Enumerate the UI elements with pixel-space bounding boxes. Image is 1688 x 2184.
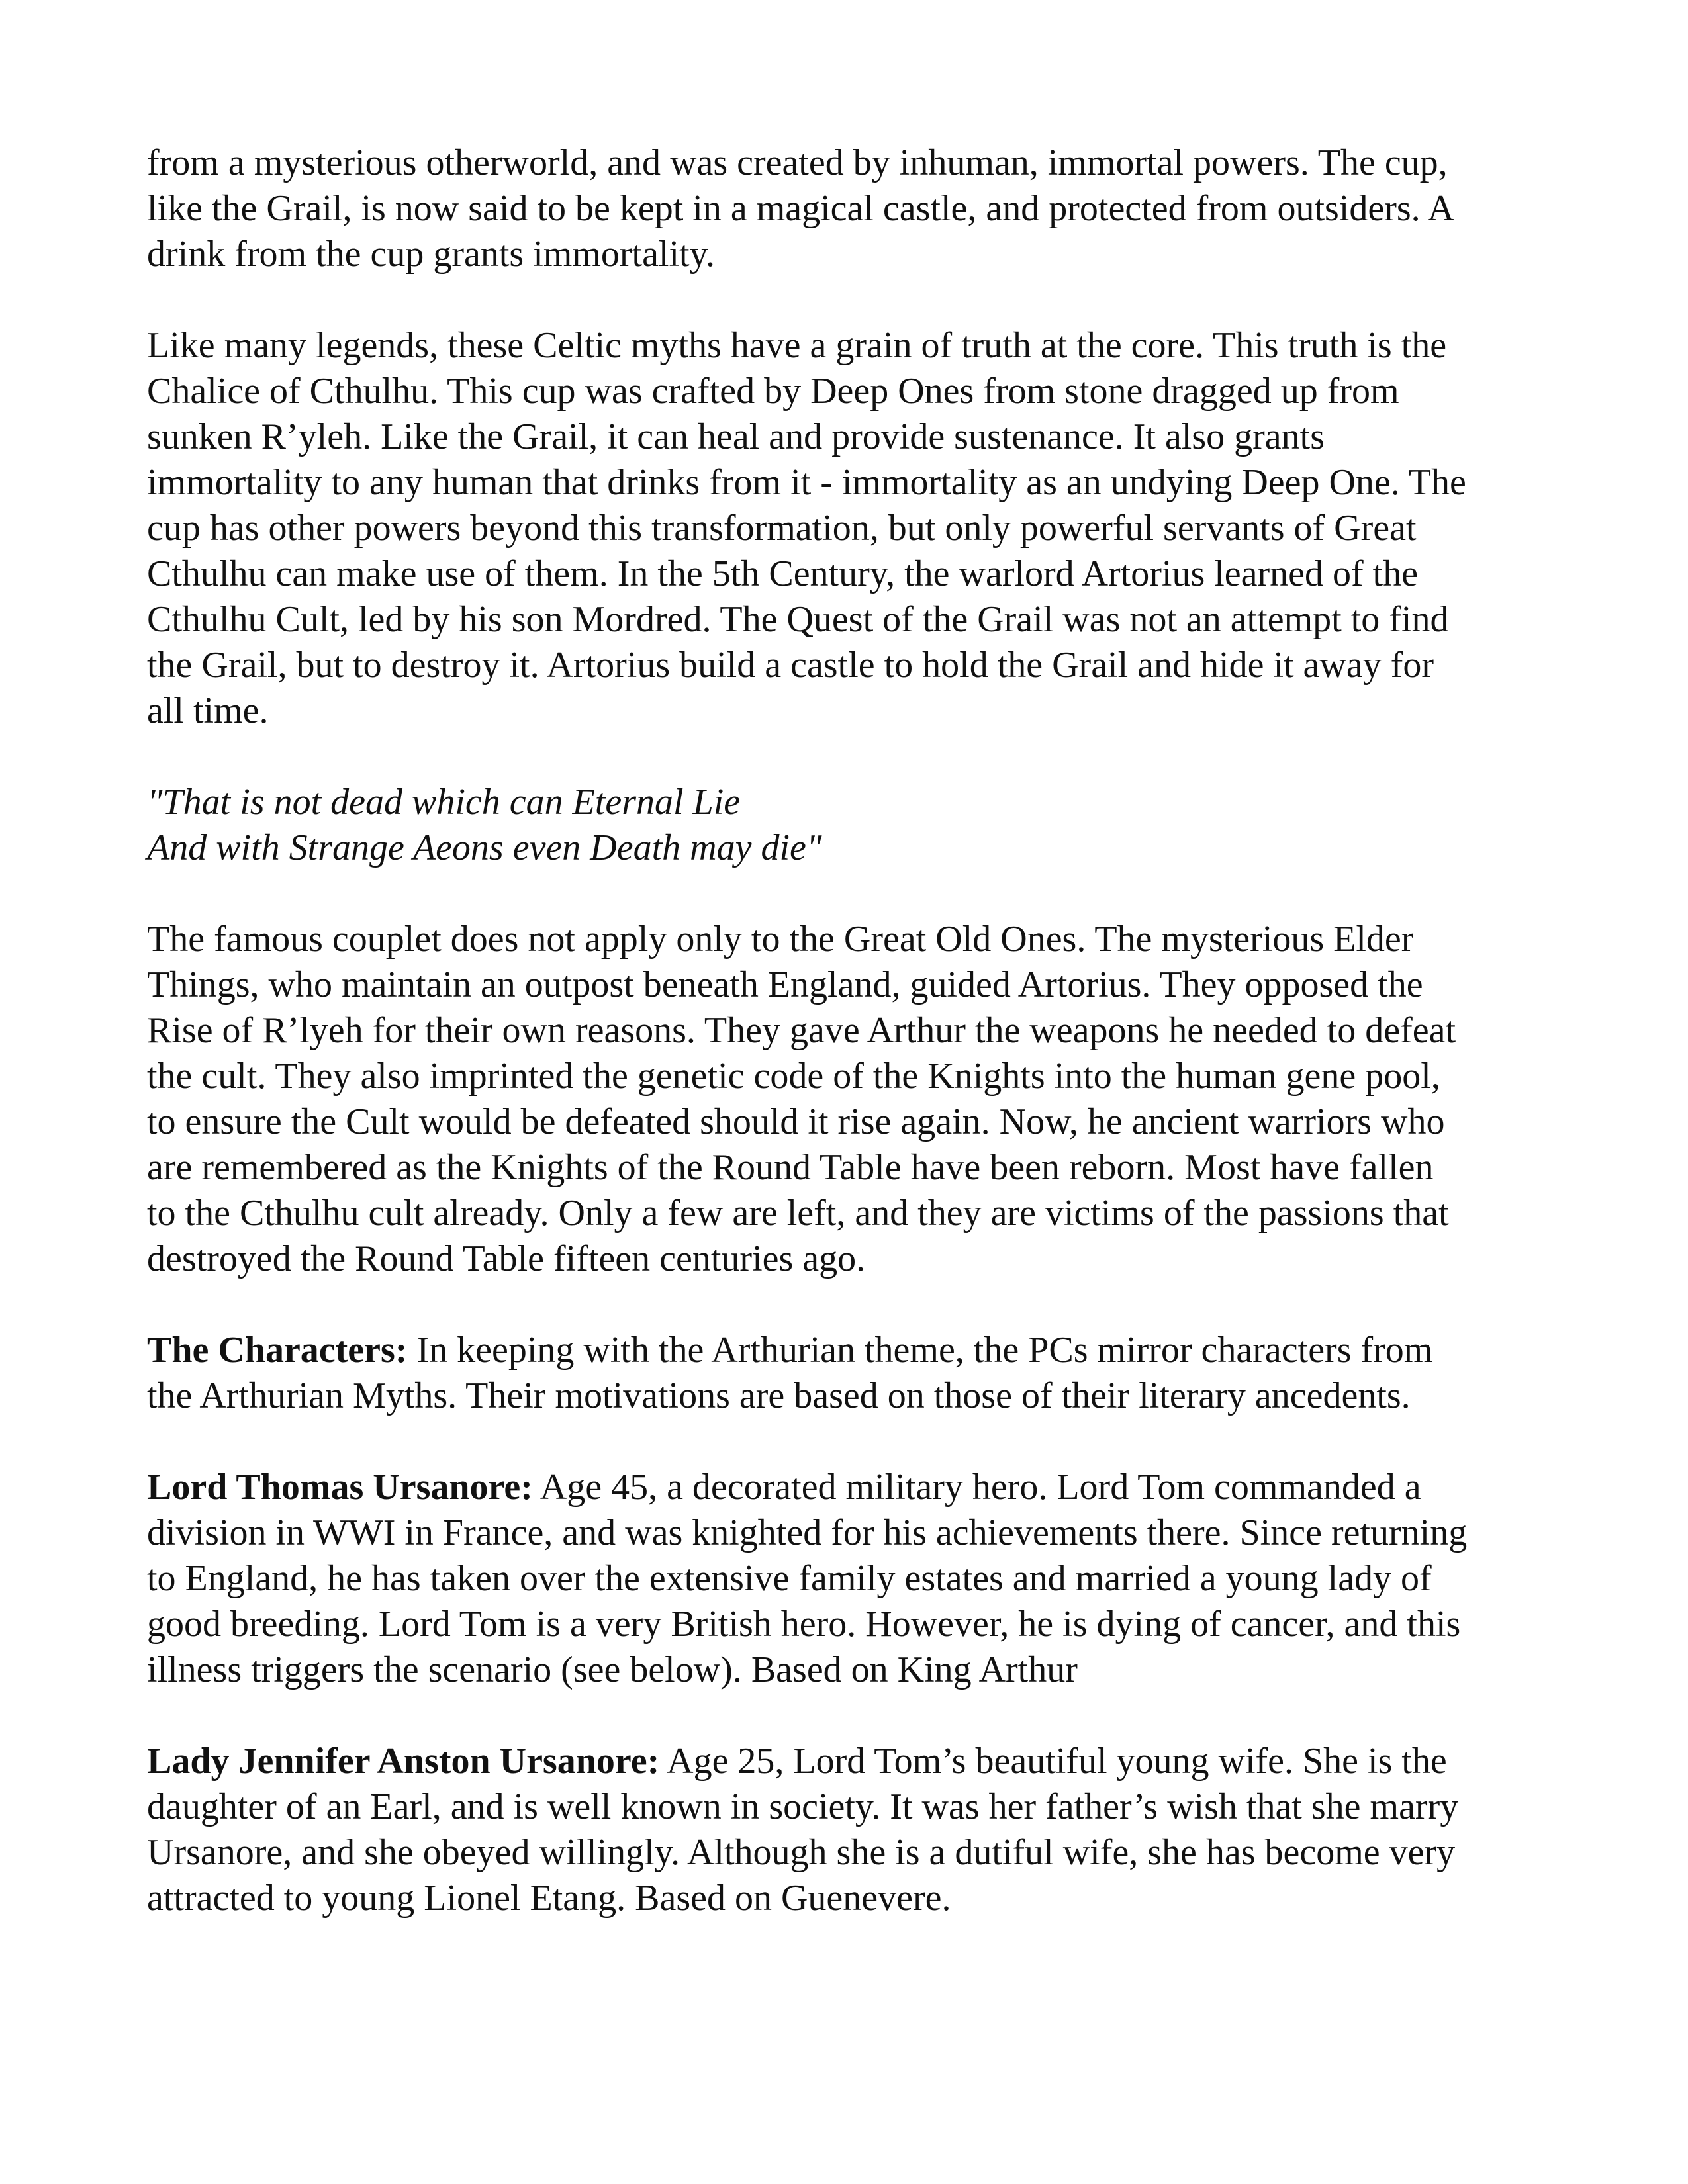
- document-page: [147, 140, 1537, 1967]
- text-line: Things, who maintain an outpost beneath England, guided Artorius. They opposed the: [147, 964, 1423, 1005]
- paragraph-lady-jennifer: [147, 1739, 1537, 1921]
- text-line: Like many legends, these Celtic myths have a grain of truth at the core. This truth is the: [147, 325, 1447, 366]
- text-line: The famous couplet does not apply only to the Great Old Ones. The mysterious Elder: [147, 919, 1414, 960]
- text-line: to ensure the Cult would be defeated should it rise again. Now, he ancient warriors who: [147, 1101, 1445, 1142]
- text-line: good breeding. Lord Tom is a very British hero. However, he is dying of cancer, and this: [147, 1604, 1461, 1645]
- text-line: from a mysterious otherworld, and was created by inhuman, immortal powers. The cup,: [147, 142, 1448, 183]
- text-line: the cult. They also imprinted the genetic code of the Knights into the human gene pool,: [147, 1056, 1440, 1097]
- text-line: drink from the cup grants immortality.: [147, 234, 715, 275]
- couplet-quote: [147, 780, 1537, 871]
- text-run: Age 25, Lord Tom’s beautiful young wife. She is the: [659, 1741, 1447, 1782]
- section-label: The Characters:: [147, 1330, 408, 1371]
- text-line: [147, 1328, 1537, 1373]
- text-run: In keeping with the Arthurian theme, the PCs mirror characters from: [407, 1330, 1433, 1371]
- text-line: to England, he has taken over the extensive family estates and married a young lady of: [147, 1558, 1432, 1599]
- text-line: Cthulhu can make use of them. In the 5th Century, the warlord Artorius learned of the: [147, 553, 1419, 594]
- text-line: sunken R’yleh. Like the Grail, it can heal and provide sustenance. It also grants: [147, 416, 1325, 457]
- text-line: to the Cthulhu cult already. Only a few are left, and they are victims of the passions that: [147, 1193, 1449, 1234]
- paragraph-lord-thomas: [147, 1465, 1537, 1693]
- text-line: [147, 1465, 1537, 1510]
- text-line: are remembered as the Knights of the Round Table have been reborn. Most have fallen: [147, 1147, 1434, 1188]
- quote-line: "That is not dead which can Eternal Lie: [147, 782, 741, 823]
- paragraph-elder-things: [147, 917, 1537, 1282]
- text-line: immortality to any human that drinks from it - immortality as an undying Deep One. The: [147, 462, 1466, 503]
- text-line: Ursanore, and she obeyed willingly. Although she is a dutiful wife, she has become very: [147, 1832, 1456, 1873]
- text-line: cup has other powers beyond this transformation, but only powerful servants of Great: [147, 508, 1417, 549]
- text-line: the Arthurian Myths. Their motivations are based on those of their literary ancedents.: [147, 1375, 1411, 1416]
- text-line: like the Grail, is now said to be kept in a magical castle, and protected from outsiders. A: [147, 188, 1455, 229]
- character-name: Lord Thomas Ursanore:: [147, 1467, 533, 1508]
- text-line: daughter of an Earl, and is well known in society. It was her father’s wish that she marry: [147, 1786, 1459, 1827]
- text-line: the Grail, but to destroy it. Artorius build a castle to hold the Grail and hide it away for: [147, 645, 1434, 686]
- text-line: division in WWI in France, and was knighted for his achievements there. Since returning: [147, 1512, 1468, 1553]
- text-line: attracted to young Lionel Etang. Based on Guenevere.: [147, 1878, 951, 1919]
- text-line: destroyed the Round Table fifteen centuries ago.: [147, 1238, 866, 1279]
- text-line: illness triggers the scenario (see below). Based on King Arthur: [147, 1649, 1078, 1690]
- text-line: Cthulhu Cult, led by his son Mordred. The Quest of the Grail was not an attempt to find: [147, 599, 1449, 640]
- paragraph-characters-intro: [147, 1328, 1537, 1419]
- paragraph-chalice-of-cthulhu: [147, 323, 1537, 734]
- character-name: Lady Jennifer Anston Ursanore:: [147, 1741, 660, 1782]
- paragraph-chalice-legend: [147, 140, 1537, 277]
- text-run: Age 45, a decorated military hero. Lord Tom commanded a: [532, 1467, 1421, 1508]
- text-line: Rise of R’lyeh for their own reasons. They gave Arthur the weapons he needed to defeat: [147, 1010, 1456, 1051]
- text-line: all time.: [147, 690, 269, 731]
- text-line: [147, 1739, 1537, 1784]
- text-line: Chalice of Cthulhu. This cup was crafted by Deep Ones from stone dragged up from: [147, 371, 1399, 412]
- quote-line: And with Strange Aeons even Death may die": [147, 827, 822, 868]
